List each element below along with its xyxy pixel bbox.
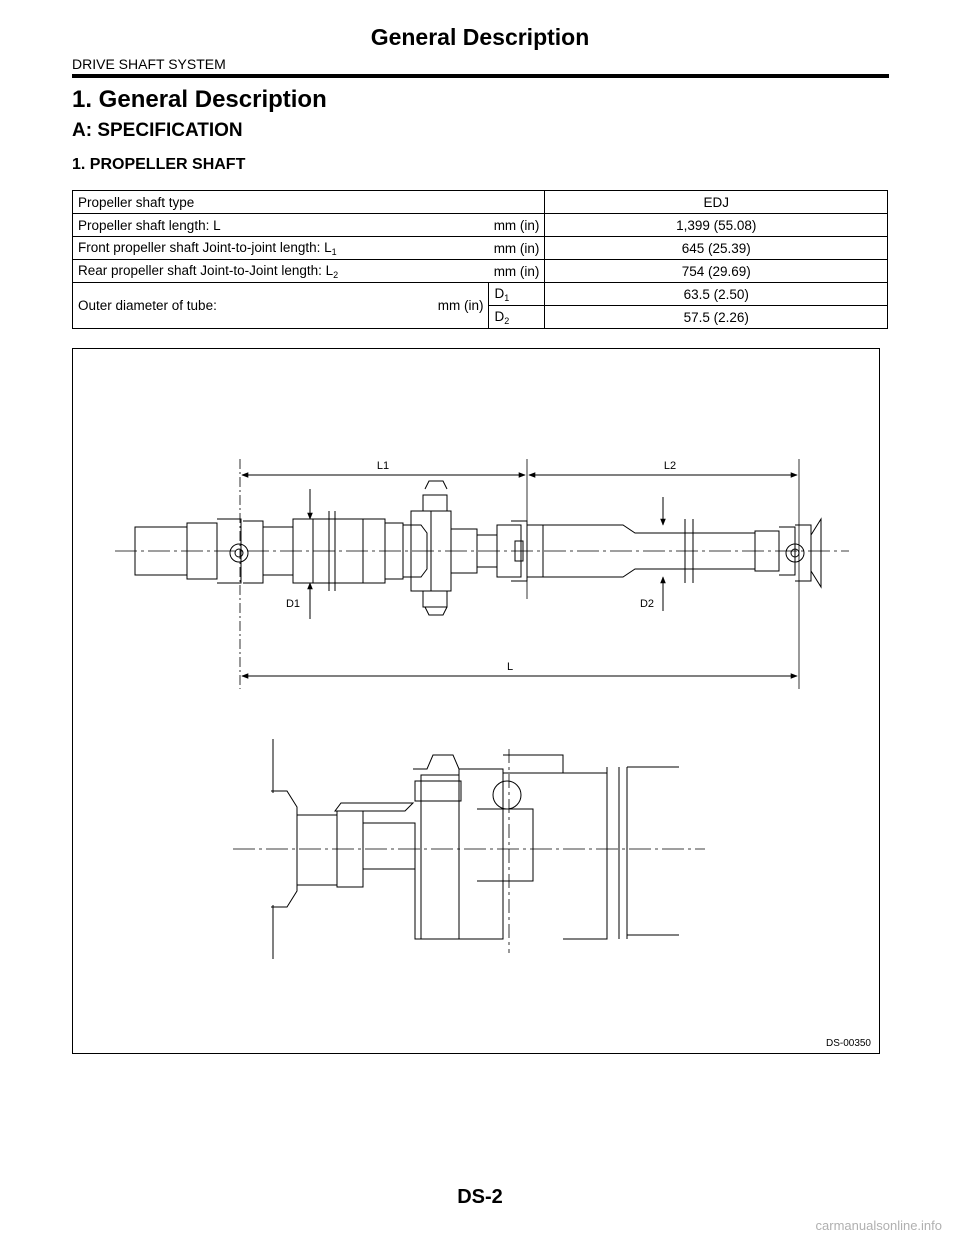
rear-length-label <box>78 263 338 280</box>
outer-diameter-unit: mm (in) <box>437 298 484 313</box>
rear-length-value: 754 (29.69) <box>545 260 888 283</box>
length-cell <box>73 214 545 237</box>
d1-label: D <box>494 285 505 301</box>
d2-value: 57.5 (2.26) <box>545 306 888 329</box>
outer-diameter-label: Outer diameter of tube: <box>78 298 217 313</box>
front-length-label <box>78 240 337 257</box>
label-l1: L1 <box>376 460 390 472</box>
table-row <box>73 283 888 306</box>
table-row <box>73 214 888 237</box>
rear-length-text: Rear propeller shaft Joint-to-Joint length: L <box>78 262 334 278</box>
header-divider <box>72 74 889 78</box>
front-length-subscript: 1 <box>331 246 337 257</box>
front-length-cell <box>73 237 545 260</box>
rear-length-unit: mm (in) <box>493 263 540 279</box>
subheading-specification: A: SPECIFICATION <box>72 120 243 141</box>
propeller-shaft-assembly <box>135 481 821 615</box>
label-l: L <box>506 661 514 673</box>
propeller-shaft-figure <box>72 348 880 1054</box>
section-label: DRIVE SHAFT SYSTEM <box>72 56 226 72</box>
type-value: EDJ <box>545 191 888 214</box>
watermark: carmanualsonline.info <box>815 1218 942 1233</box>
d1-label-cell <box>489 283 545 306</box>
table-row <box>73 191 888 214</box>
figure-code: DS-00350 <box>825 1038 871 1049</box>
front-length-unit: mm (in) <box>493 240 540 256</box>
rear-length-subscript: 2 <box>333 269 339 280</box>
front-length-value: 645 (25.39) <box>545 237 888 260</box>
front-length-text: Front propeller shaft Joint-to-joint length: L <box>78 239 332 255</box>
main-heading: 1. General Description <box>72 86 327 113</box>
d2-label-cell <box>489 306 545 329</box>
label-d2: D2 <box>639 598 655 610</box>
table-row <box>73 260 888 283</box>
page-number: DS-2 <box>457 1186 503 1208</box>
type-label: Propeller shaft type <box>73 191 545 214</box>
extension-lines <box>240 459 799 689</box>
specification-table <box>72 190 888 329</box>
length-unit: mm (in) <box>493 217 540 233</box>
propeller-shaft-drawing <box>73 349 879 1053</box>
d1-value: 63.5 (2.50) <box>545 283 888 306</box>
subheading-propeller-shaft: 1. PROPELLER SHAFT <box>72 156 246 173</box>
label-d1: D1 <box>285 598 301 610</box>
outer-diameter-cell <box>73 283 489 329</box>
length-value: 1,399 (55.08) <box>545 214 888 237</box>
length-label: Propeller shaft length: L <box>78 217 221 233</box>
label-l2: L2 <box>663 460 677 472</box>
page-header-title: General Description <box>370 24 590 50</box>
d2-label: D <box>494 308 505 324</box>
d2-subscript: 2 <box>504 315 510 326</box>
rear-length-cell <box>73 260 545 283</box>
d1-subscript: 1 <box>504 292 510 303</box>
table-row <box>73 237 888 260</box>
